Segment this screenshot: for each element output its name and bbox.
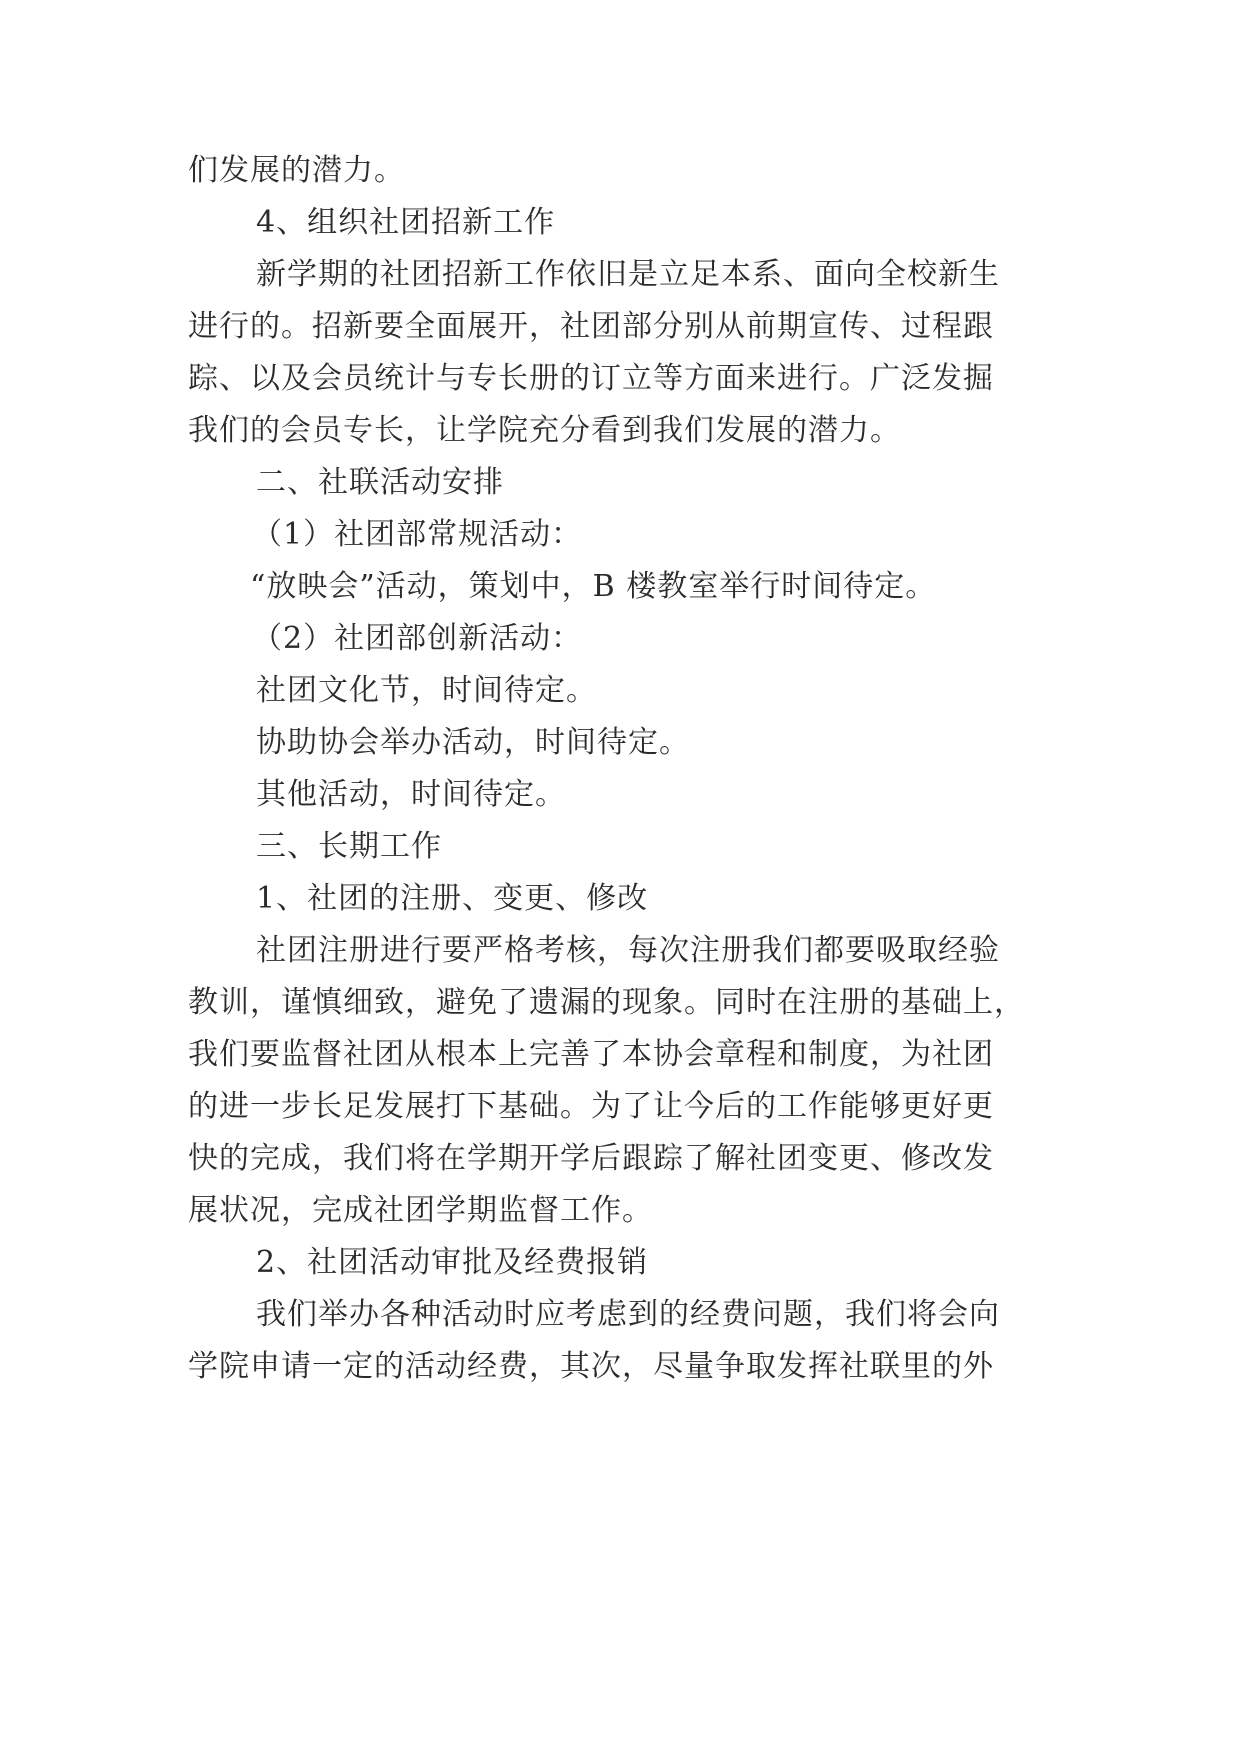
paragraph-line: 我们要监督社团从根本上完善了本协会章程和制度，为社团 [188,1037,994,1072]
paragraph-line: 我们的会员专长，让学院充分看到我们发展的潜力。 [188,413,901,448]
subheading-innovative-activities: （2）社团部创新活动： [252,621,583,656]
paragraph-line: 其他活动，时间待定。 [256,777,566,812]
paragraph-line: 的进一步长足发展打下基础。为了让今后的工作能够更好更 [188,1089,994,1124]
subheading-registration: 1、社团的注册、变更、修改 [256,881,649,916]
section-heading-activities: 二、社联活动安排 [256,465,504,500]
paragraph-line: 快的完成，我们将在学期开学后跟踪了解社团变更、修改发 [188,1141,994,1176]
paragraph-line: 教训，谨慎细致，避免了遗漏的现象。同时在注册的基础上， [188,985,1025,1020]
subheading-regular-activities: （1）社团部常规活动： [252,517,583,552]
paragraph-line: 社团文化节，时间待定。 [256,673,597,708]
subheading-recruitment: 4、组织社团招新工作 [256,205,556,240]
paragraph-line: 们发展的潜力。 [188,153,405,188]
paragraph-line: 进行的。招新要全面展开，社团部分别从前期宣传、过程跟 [188,309,994,344]
paragraph-line: 协助协会举办活动，时间待定。 [256,725,690,760]
subheading-approval-funding: 2、社团活动审批及经费报销 [256,1245,649,1280]
paragraph-line: 新学期的社团招新工作依旧是立足本系、面向全校新生 [256,257,1000,292]
paragraph-line: 学院申请一定的活动经费，其次，尽量争取发挥社联里的外 [188,1349,994,1384]
paragraph-line: “放映会”活动，策划中，B 楼教室举行时间待定。 [250,569,937,604]
paragraph-line: 我们举办各种活动时应考虑到的经费问题，我们将会向 [256,1297,1000,1332]
paragraph-line: 展状况，完成社团学期监督工作。 [188,1193,653,1228]
section-heading-long-term: 三、长期工作 [256,829,442,864]
paragraph-line: 踪、以及会员统计与专长册的订立等方面来进行。广泛发掘 [188,361,994,396]
paragraph-line: 社团注册进行要严格考核，每次注册我们都要吸取经验 [256,933,1000,968]
